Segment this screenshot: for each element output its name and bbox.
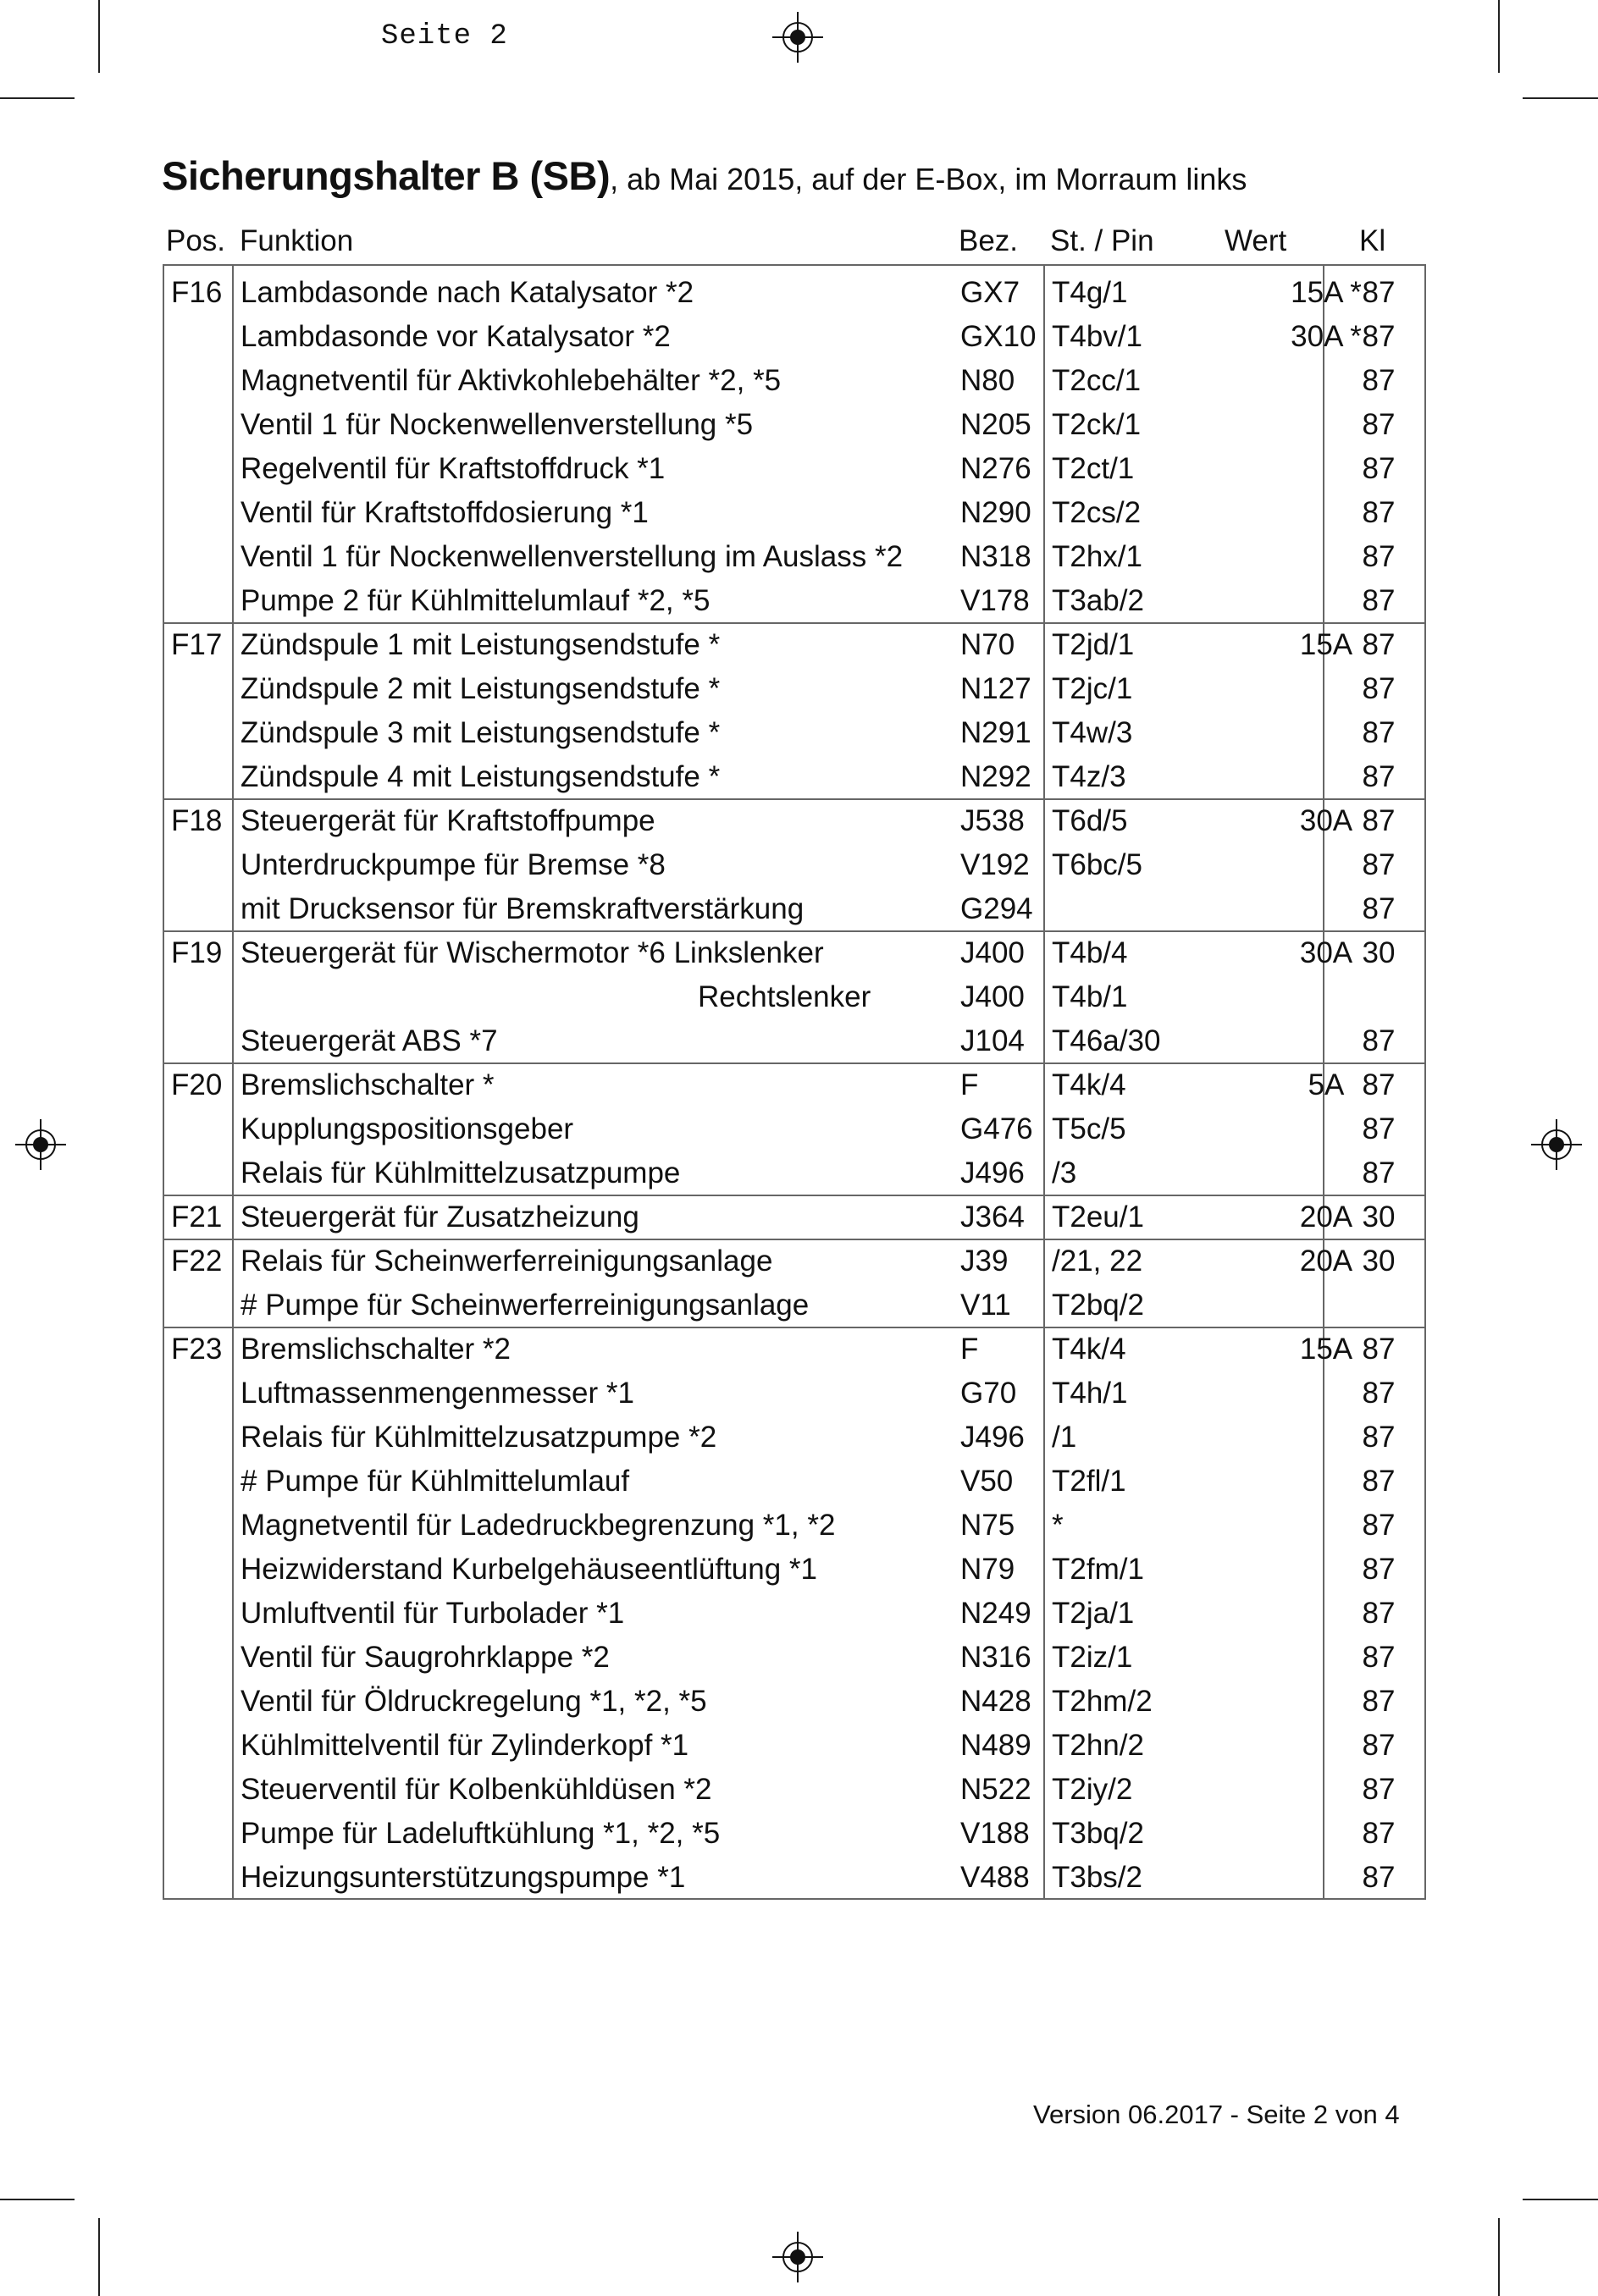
registration-mark-icon <box>772 2232 823 2282</box>
cell-kl: 87 <box>1362 540 1396 573</box>
cell-bez: J496 <box>960 1156 1025 1189</box>
cell-kl: 87 <box>1362 672 1396 705</box>
cell-funktion: Ventil 1 für Nockenwellenverstellung *5 <box>241 408 754 441</box>
cell-kl: 87 <box>1362 760 1396 793</box>
column-header-funktion: Funktion <box>240 224 354 257</box>
cell-kl: 87 <box>1362 716 1396 749</box>
cell-funktion: Heizungsunterstützungspumpe *1 <box>241 1861 686 1894</box>
cell-wert: 20A <box>1299 1245 1353 1278</box>
cell-kl: 87 <box>1362 1817 1396 1850</box>
cell-kl: 87 <box>1362 496 1396 529</box>
table-row <box>164 1151 1424 1195</box>
cell-kl: 87 <box>1362 1685 1396 1718</box>
cell-funktion: Lambdasonde vor Katalysator *2 <box>241 320 671 353</box>
cell-pin: /21, 22 <box>1052 1245 1143 1278</box>
cell-bez: N79 <box>960 1553 1015 1586</box>
cell-kl: 87 <box>1362 628 1396 661</box>
cell-funktion: Steuerventil für Kolbenkühldüsen *2 <box>241 1773 712 1806</box>
table-row <box>164 1856 1424 1900</box>
cell-funktion: Magnetventil für Aktivkohlebehälter *2, *5 <box>241 364 782 397</box>
cell-bez: N292 <box>960 760 1031 793</box>
cell-bez: N70 <box>960 628 1015 661</box>
cell-funktion: Zündspule 4 mit Leistungsendstufe * <box>241 760 721 793</box>
table-row <box>164 491 1424 535</box>
crop-mark <box>98 0 100 73</box>
cell-bez: N489 <box>960 1729 1031 1762</box>
table-row <box>164 843 1424 887</box>
cell-kl: 87 <box>1362 1112 1396 1145</box>
table-row <box>164 1372 1424 1416</box>
table-row <box>164 1327 1424 1372</box>
cell-bez: J104 <box>960 1024 1025 1057</box>
table-row <box>164 1504 1424 1548</box>
cell-pos: F19 <box>171 936 223 969</box>
cell-bez: V50 <box>960 1465 1014 1498</box>
table-row <box>164 1460 1424 1504</box>
cell-kl: 87 <box>1362 1861 1396 1894</box>
cell-funktion: Zündspule 1 mit Leistungsendstufe * <box>241 628 721 661</box>
table-row <box>164 1283 1424 1327</box>
cell-pos: F20 <box>171 1068 223 1101</box>
cell-bez: G294 <box>960 892 1033 925</box>
cell-kl: 30 <box>1362 1245 1396 1278</box>
cell-funktion: Heizwiderstand Kurbelgehäuseentlüftung *1 <box>241 1553 818 1586</box>
cell-kl: 87 <box>1362 1641 1396 1674</box>
table-row <box>164 711 1424 755</box>
cell-bez: J400 <box>960 936 1025 969</box>
cell-pin: T2bq/2 <box>1052 1289 1144 1322</box>
cell-kl: 87 <box>1362 1068 1396 1101</box>
cell-funktion: Pumpe für Ladeluftkühlung *1, *2, *5 <box>241 1817 721 1850</box>
cell-bez: G70 <box>960 1377 1017 1410</box>
cell-bez: N316 <box>960 1641 1031 1674</box>
table-row <box>164 755 1424 799</box>
cell-bez: N428 <box>960 1685 1031 1718</box>
column-header-wert: Wert <box>1225 224 1287 257</box>
table-row <box>164 1019 1424 1063</box>
cell-pin: T2hx/1 <box>1052 540 1142 573</box>
cell-pos: F23 <box>171 1333 223 1366</box>
table-row <box>164 1724 1424 1768</box>
cell-kl: 30 <box>1362 936 1396 969</box>
fuse-table <box>163 264 1426 1900</box>
cell-bez: N205 <box>960 408 1031 441</box>
cell-pin: T2jc/1 <box>1052 672 1133 705</box>
table-row <box>164 667 1424 711</box>
cell-funktion: Steuergerät für Wischermotor *6 Linkslenker <box>241 936 824 969</box>
cell-funktion: Pumpe 2 für Kühlmittelumlauf *2, *5 <box>241 584 711 617</box>
cell-pin: T4k/4 <box>1052 1068 1126 1101</box>
group-separator <box>164 1195 1424 1196</box>
cell-kl: 87 <box>1362 1421 1396 1454</box>
table-row <box>164 1063 1424 1107</box>
cell-funktion: # Pumpe für Scheinwerferreinigungsanlage <box>241 1289 810 1322</box>
cell-pin: T46a/30 <box>1052 1024 1161 1057</box>
title-subtitle: , ab Mai 2015, auf der E-Box, im Morraum links <box>610 162 1247 196</box>
cell-bez: V188 <box>960 1817 1030 1850</box>
page-title <box>162 152 1247 199</box>
cell-kl: 87 <box>1362 1509 1396 1542</box>
cell-funktion: Ventil für Öldruckregelung *1, *2, *5 <box>241 1685 707 1718</box>
column-header-pos: Pos. <box>166 224 226 257</box>
cell-bez: N291 <box>960 716 1031 749</box>
cell-bez: GX10 <box>960 320 1037 353</box>
cell-pos: F22 <box>171 1245 223 1278</box>
table-row <box>164 975 1424 1019</box>
table-row <box>164 359 1424 403</box>
cell-bez: J364 <box>960 1200 1025 1234</box>
cell-wert: 5A <box>1308 1068 1345 1101</box>
registration-mark-icon <box>1531 1119 1582 1170</box>
crop-mark <box>1498 2218 1500 2296</box>
cell-pin: T3bq/2 <box>1052 1817 1144 1850</box>
cell-pin: T4b/1 <box>1052 980 1128 1013</box>
cell-kl: 87 <box>1362 364 1396 397</box>
cell-pos: F16 <box>171 276 223 309</box>
cell-funktion: Relais für Kühlmittelzusatzpumpe <box>241 1156 681 1189</box>
crop-mark <box>1498 0 1500 73</box>
cell-funktion: Kühlmittelventil für Zylinderkopf *1 <box>241 1729 689 1762</box>
group-separator <box>164 1062 1424 1064</box>
registration-mark-icon <box>15 1119 66 1170</box>
crop-mark <box>1523 2199 1598 2200</box>
cell-kl: 87 <box>1362 1729 1396 1762</box>
table-row <box>164 1636 1424 1680</box>
table-row <box>164 1548 1424 1592</box>
cell-bez: V11 <box>960 1289 1011 1322</box>
cell-bez: G476 <box>960 1112 1033 1145</box>
cell-pin: T4b/4 <box>1052 936 1128 969</box>
cell-pin: T2iy/2 <box>1052 1773 1133 1806</box>
cell-bez: F <box>960 1068 979 1101</box>
cell-pin: T2iz/1 <box>1052 1641 1133 1674</box>
cell-funktion: Unterdruckpumpe für Bremse *8 <box>241 848 666 881</box>
column-header-kl: Kl <box>1359 224 1386 257</box>
cell-pin: T4bv/1 <box>1052 320 1142 353</box>
cell-funktion: Ventil 1 für Nockenwellenverstellung im Auslass *2 <box>241 540 904 573</box>
cell-bez: N318 <box>960 540 1031 573</box>
column-header-pin: St. / Pin <box>1050 224 1154 257</box>
table-row <box>164 1680 1424 1724</box>
cell-funktion: Luftmassenmengenmesser *1 <box>241 1377 634 1410</box>
cell-pin: T6bc/5 <box>1052 848 1142 881</box>
column-header-bez: Bez. <box>959 224 1019 257</box>
cell-pin: T2eu/1 <box>1052 1200 1144 1234</box>
cell-funktion: Steuergerät ABS *7 <box>241 1024 498 1057</box>
crop-mark <box>0 2199 75 2200</box>
cell-bez: N290 <box>960 496 1031 529</box>
table-row <box>164 403 1424 447</box>
cell-kl: 87 <box>1362 1024 1396 1057</box>
cell-kl: 87 <box>1362 1553 1396 1586</box>
cell-funktion: # Pumpe für Kühlmittelumlauf <box>241 1465 630 1498</box>
cell-pin: T6d/5 <box>1052 804 1128 837</box>
cell-kl: 87 <box>1362 1773 1396 1806</box>
cell-kl: 87 <box>1362 320 1396 353</box>
cell-kl: 87 <box>1362 804 1396 837</box>
cell-pin: T2ja/1 <box>1052 1597 1135 1630</box>
cell-bez: N249 <box>960 1597 1031 1630</box>
cell-kl: 87 <box>1362 408 1396 441</box>
cell-pin: T2jd/1 <box>1052 628 1135 661</box>
cell-pin: * <box>1052 1509 1064 1542</box>
cell-wert: 15A <box>1299 628 1353 661</box>
cell-bez: N75 <box>960 1509 1015 1542</box>
cell-wert: 20A <box>1299 1200 1353 1234</box>
cell-bez: J39 <box>960 1245 1009 1278</box>
crop-mark <box>0 97 75 99</box>
table-row <box>164 931 1424 975</box>
cell-bez: V488 <box>960 1861 1030 1894</box>
cell-pin: T4h/1 <box>1052 1377 1128 1410</box>
cell-kl: 30 <box>1362 1200 1396 1234</box>
table-row <box>164 1239 1424 1283</box>
group-separator <box>164 1239 1424 1240</box>
cell-funktion: Regelventil für Kraftstoffdruck *1 <box>241 452 666 485</box>
table-row <box>164 1768 1424 1812</box>
cell-pin: T2fm/1 <box>1052 1553 1144 1586</box>
cell-wert: 15A <box>1299 1333 1353 1366</box>
cell-bez: V192 <box>960 848 1030 881</box>
cell-funktion: Steuergerät für Zusatzheizung <box>241 1200 639 1234</box>
cell-pos: F17 <box>171 628 223 661</box>
cell-funktion: Rechtslenker <box>698 980 871 1013</box>
cell-wert: 15A * <box>1291 276 1362 309</box>
cell-pin: /1 <box>1052 1421 1077 1454</box>
cell-pos: F21 <box>171 1200 223 1234</box>
cell-pin: T5c/5 <box>1052 1112 1126 1145</box>
cell-kl: 87 <box>1362 848 1396 881</box>
table-row <box>164 271 1424 315</box>
cell-kl: 87 <box>1362 1597 1396 1630</box>
cell-funktion: Ventil für Kraftstoffdosierung *1 <box>241 496 649 529</box>
cell-pin: /3 <box>1052 1156 1077 1189</box>
cell-bez: F <box>960 1333 979 1366</box>
cell-bez: N80 <box>960 364 1015 397</box>
table-row <box>164 535 1424 579</box>
table-row <box>164 1812 1424 1856</box>
cell-wert: 30A <box>1299 936 1353 969</box>
cell-wert: 30A <box>1299 804 1353 837</box>
table-row <box>164 623 1424 667</box>
cell-funktion: Lambdasonde nach Katalysator *2 <box>241 276 694 309</box>
cell-bez: N276 <box>960 452 1031 485</box>
cell-pin: T4k/4 <box>1052 1333 1126 1366</box>
cell-pin: T2cc/1 <box>1052 364 1142 397</box>
table-row <box>164 315 1424 359</box>
cell-funktion: Zündspule 3 mit Leistungsendstufe * <box>241 716 721 749</box>
cell-kl: 87 <box>1362 892 1396 925</box>
cell-funktion: Relais für Kühlmittelzusatzpumpe *2 <box>241 1421 717 1454</box>
group-separator <box>164 798 1424 800</box>
cell-pin: T2fl/1 <box>1052 1465 1126 1498</box>
cell-pin: T3ab/2 <box>1052 584 1144 617</box>
cell-pin: T2ct/1 <box>1052 452 1135 485</box>
table-row <box>164 1195 1424 1239</box>
cell-kl: 87 <box>1362 1377 1396 1410</box>
cell-bez: N522 <box>960 1773 1031 1806</box>
cell-kl: 87 <box>1362 1156 1396 1189</box>
table-row <box>164 799 1424 843</box>
cell-bez: J496 <box>960 1421 1025 1454</box>
cell-funktion: mit Drucksensor für Bremskraftverstärkung <box>241 892 805 925</box>
table-row <box>164 579 1424 623</box>
cell-bez: J400 <box>960 980 1025 1013</box>
cell-bez: J538 <box>960 804 1025 837</box>
cell-funktion: Kupplungspositionsgeber <box>241 1112 574 1145</box>
cell-wert: 30A * <box>1291 320 1362 353</box>
group-separator <box>164 622 1424 624</box>
cell-funktion: Zündspule 2 mit Leistungsendstufe * <box>241 672 721 705</box>
cell-funktion: Ventil für Saugrohrklappe *2 <box>241 1641 610 1674</box>
cell-funktion: Bremslichschalter * <box>241 1068 495 1101</box>
table-row <box>164 1107 1424 1151</box>
cell-pos: F18 <box>171 804 223 837</box>
cell-pin: T4g/1 <box>1052 276 1128 309</box>
table-row <box>164 1592 1424 1636</box>
cell-kl: 87 <box>1362 584 1396 617</box>
page-header-label: Seite 2 <box>381 20 508 52</box>
cell-pin: T2cs/2 <box>1052 496 1142 529</box>
cell-pin: T2ck/1 <box>1052 408 1142 441</box>
table-row <box>164 447 1424 491</box>
cell-kl: 87 <box>1362 276 1396 309</box>
cell-kl: 87 <box>1362 1333 1396 1366</box>
cell-pin: T4w/3 <box>1052 716 1133 749</box>
group-separator <box>164 1327 1424 1328</box>
cell-bez: V178 <box>960 584 1030 617</box>
cell-funktion: Relais für Scheinwerferreinigungsanlage <box>241 1245 773 1278</box>
cell-funktion: Steuergerät für Kraftstoffpumpe <box>241 804 655 837</box>
cell-pin: T2hn/2 <box>1052 1729 1144 1762</box>
crop-mark <box>1523 97 1598 99</box>
crop-mark <box>98 2218 100 2296</box>
table-row <box>164 1416 1424 1460</box>
cell-pin: T4z/3 <box>1052 760 1126 793</box>
cell-funktion: Umluftventil für Turbolader *1 <box>241 1597 625 1630</box>
cell-bez: N127 <box>960 672 1031 705</box>
table-row <box>164 887 1424 931</box>
cell-kl: 87 <box>1362 452 1396 485</box>
cell-bez: GX7 <box>960 276 1020 309</box>
cell-funktion: Magnetventil für Ladedruckbegrenzung *1, *2 <box>241 1509 836 1542</box>
group-separator <box>164 930 1424 932</box>
title-main: Sicherungshalter B (SB) <box>162 153 611 198</box>
cell-funktion: Bremslichschalter *2 <box>241 1333 511 1366</box>
cell-pin: T3bs/2 <box>1052 1861 1142 1894</box>
cell-kl: 87 <box>1362 1465 1396 1498</box>
page-footer: Version 06.2017 - Seite 2 von 4 <box>1033 2100 1400 2129</box>
registration-mark-icon <box>772 12 823 63</box>
cell-pin: T2hm/2 <box>1052 1685 1153 1718</box>
